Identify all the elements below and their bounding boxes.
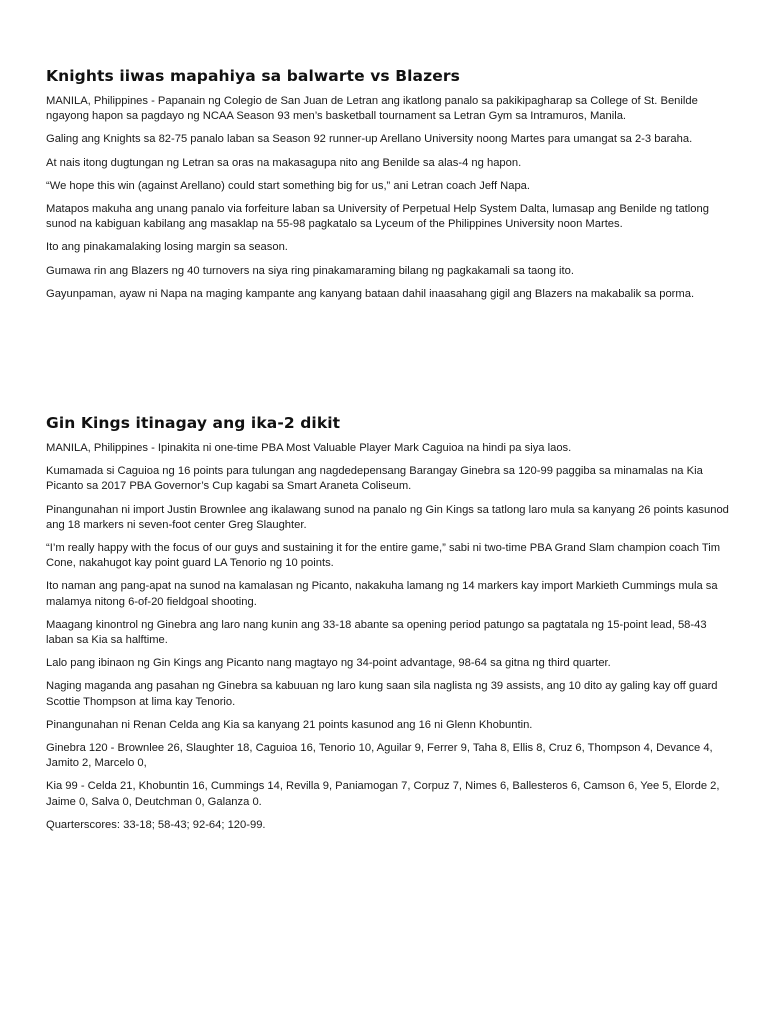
quarter-scores: Quarterscores: 33-18; 58-43; 92-64; 120-99.: [46, 818, 266, 831]
article-paragraph: Gayunpaman, ayaw ni Napa na maging kampante ang kanyang bataan dahil inaasahang gigil ang Blazers na makabalik sa porma.: [46, 287, 695, 300]
article-paragraph: Ito ang pinakamalaking losing margin sa season.: [46, 241, 288, 254]
article-paragraph: At nais itong dugtungan ng Letran sa oras na makasagupa nito ang Benilde sa alas-4 ng hapon.: [46, 156, 522, 169]
article-paragraph: Gumawa rin ang Blazers ng 40 turnovers na siya ring pinakamaraming bilang ng pagkakamali sa taong ito.: [46, 264, 574, 277]
article-paragraph: Lalo pang ibinaon ng Gin Kings ang Picanto nang magtayo ng 34-point advantage, 98-64 sa gitna ng third quarter.: [46, 657, 611, 670]
article-paragraph: MANILA, Philippines - Ipinakita ni one-time PBA Most Valuable Player Mark Caguioa na hindi pa siya laos.: [46, 442, 572, 454]
article-paragraph: MANILA, Philippines - Papanain ng Colegio de San Juan de Letran ang ikatlong panalo sa pakikipagharap sa College of St. Benilde ngayong hapon sa pagdayo ng NCAA Season 93 men’s basketball tournament sa Letran Gym sa Intramuros, Manila.: [46, 95, 698, 123]
article-quote: “We hope this win (against Arellano) could start something big for us,” ani Letran coach Jeff Napa.: [46, 179, 531, 192]
article-paragraph: Maagang kinontrol ng Ginebra ang laro nang kunin ang 33-18 abante sa opening period patungo sa pagtatala ng 15-point lead, 58-43 laban sa Kia sa halftime.: [46, 618, 707, 647]
box-score-kia: Kia 99 - Celda 21, Khobuntin 16, Cummings 14, Revilla 9, Paniamogan 7, Corpuz 7, Nimes 6, Ballesteros 6, Camson 6, Yee 5, Elorde 2, Jaime 0, Salva 0, Deutchman 0, Galanza 0.: [46, 780, 720, 808]
article-paragraph: Kumamada si Caguioa ng 16 points para tulungan ang nagdedepensang Barangay Ginebra sa 120-99 paggiba sa minamalas na Kia Picanto sa 2017 PBA Governor’s Cup kagabi sa Smart Araneta Coliseum.: [46, 465, 703, 493]
box-score-ginebra: Ginebra 120 - Brownlee 26, Slaughter 18, Caguioa 16, Tenorio 10, Aguilar 9, Ferrer 9, Taha 8, Ellis 8, Cruz 6, Thompson 4, Devance 4, Jamito 2, Marcelo 0,: [46, 742, 713, 770]
article-paragraph: Ito naman ang pang-apat na sunod na kamalasan ng Picanto, nakakuha lamang ng 14 markers kay import Markieth Cummings mula sa malamya nitong 6-of-20 fieldgoal shooting.: [46, 580, 718, 608]
article-paragraph: Matapos makuha ang unang panalo via forfeiture laban sa University of Perpetual Help System Dalta, lumasap ang Benilde ng tatlong sunod na kabiguan kabilang ang masaklap na 55-98 pagkatalo sa Lyceum of the Philippines University noon Martes.: [46, 203, 709, 231]
article-headline: Gin Kings itinagay ang ika-2 dikit: [46, 414, 341, 432]
article-paragraph: Naging maganda ang pasahan ng Ginebra sa kabuuan ng laro kung saan sila naglista ng 39 assists, ang 10 dito ay galing kay off guard Scottie Thompson at lima kay Tenorio.: [46, 680, 718, 708]
article-paragraph: Pinangunahan ni import Justin Brownlee ang ikalawang sunod na panalo ng Gin Kings sa tatlong laro mula sa kanyang 26 points kasunod ang 18 markers ni seven-foot center Greg Slaughter.: [46, 503, 729, 531]
article-knights-blazers: [46, 66, 736, 310]
article-paragraph: Pinangunahan ni Renan Celda ang Kia sa kanyang 21 points kasunod ang 16 ni Glenn Khobuntin.: [46, 718, 533, 731]
article-paragraph: Galing ang Knights sa 82-75 panalo laban sa Season 92 runner-up Arellano University noong Martes para umangat sa 2-3 baraha.: [46, 133, 693, 146]
article-gin-kings: [46, 413, 736, 841]
article-quote: “I’m really happy with the focus of our guys and sustaining it for the entire game,” sabi ni two-time PBA Grand Slam champion coach Tim Cone, nakahugot kay point guard LA Tenorio ng 10 points.: [46, 542, 721, 570]
article-headline: Knights iiwas mapahiya sa balwarte vs Blazers: [46, 67, 460, 85]
